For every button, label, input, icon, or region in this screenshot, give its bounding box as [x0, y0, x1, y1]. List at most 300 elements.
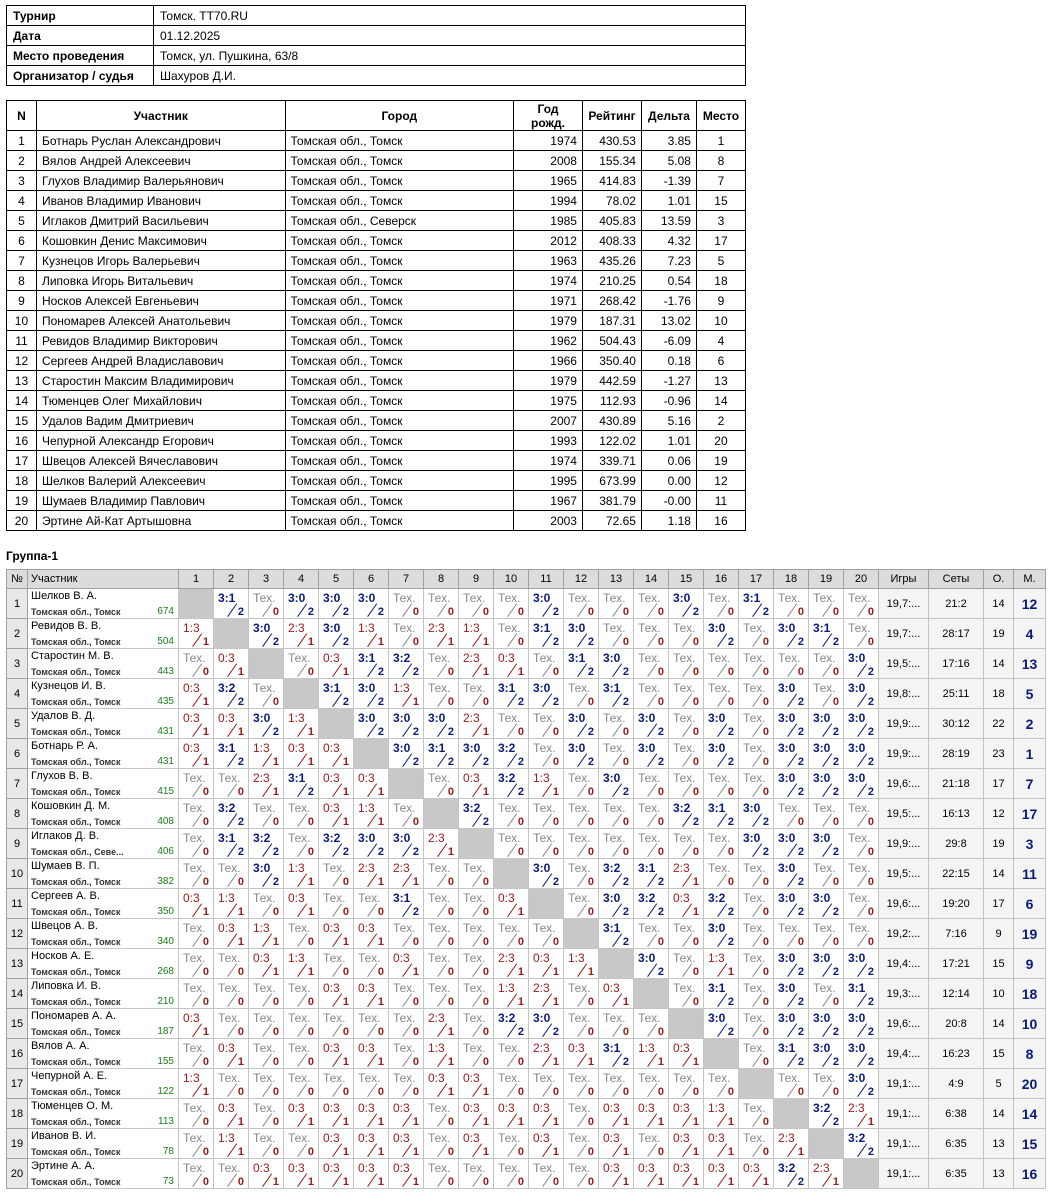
match-result-cell[interactable] — [809, 1039, 844, 1069]
match-result-cell[interactable] — [529, 979, 564, 1009]
match-result-cell[interactable] — [844, 1129, 879, 1159]
match-result-cell[interactable] — [389, 979, 424, 1009]
match-result-cell[interactable] — [319, 1009, 354, 1039]
match-result-cell[interactable] — [599, 1009, 634, 1039]
match-result-cell[interactable] — [424, 679, 459, 709]
match-result-cell[interactable] — [634, 1069, 669, 1099]
player-cell[interactable] — [28, 1099, 179, 1129]
match-result-cell[interactable] — [774, 739, 809, 769]
match-result-cell[interactable] — [634, 889, 669, 919]
match-result-cell[interactable] — [389, 589, 424, 619]
match-result-cell[interactable] — [634, 739, 669, 769]
match-result-cell[interactable] — [844, 769, 879, 799]
match-result-cell[interactable] — [179, 619, 214, 649]
match-result-cell[interactable] — [249, 889, 284, 919]
match-result-cell[interactable] — [599, 739, 634, 769]
match-result-cell[interactable] — [634, 589, 669, 619]
match-result-cell[interactable] — [494, 949, 529, 979]
match-result-cell[interactable] — [739, 1159, 774, 1189]
match-result-cell[interactable] — [704, 769, 739, 799]
match-result-cell[interactable] — [739, 1009, 774, 1039]
match-result-cell[interactable] — [774, 679, 809, 709]
match-result-cell[interactable] — [599, 709, 634, 739]
match-result-cell[interactable] — [599, 979, 634, 1009]
match-result-cell[interactable] — [354, 1009, 389, 1039]
match-result-cell[interactable] — [319, 1099, 354, 1129]
match-result-cell[interactable] — [249, 1099, 284, 1129]
match-result-cell[interactable] — [319, 1129, 354, 1159]
match-result-cell[interactable] — [704, 1099, 739, 1129]
match-result-cell[interactable] — [214, 769, 249, 799]
match-result-cell[interactable] — [739, 739, 774, 769]
match-result-cell[interactable] — [214, 1039, 249, 1069]
match-result-cell[interactable] — [284, 1099, 319, 1129]
match-result-cell[interactable] — [529, 829, 564, 859]
match-result-cell[interactable] — [179, 889, 214, 919]
match-result-cell[interactable] — [599, 1099, 634, 1129]
match-result-cell[interactable] — [844, 1039, 879, 1069]
match-result-cell[interactable] — [179, 919, 214, 949]
player-cell[interactable] — [28, 649, 179, 679]
match-result-cell[interactable] — [739, 679, 774, 709]
match-result-cell[interactable] — [669, 829, 704, 859]
match-result-cell[interactable] — [529, 949, 564, 979]
match-result-cell[interactable] — [424, 1009, 459, 1039]
match-result-cell[interactable] — [774, 949, 809, 979]
match-result-cell[interactable] — [389, 1039, 424, 1069]
match-result-cell[interactable] — [599, 1039, 634, 1069]
match-result-cell[interactable] — [179, 979, 214, 1009]
match-result-cell[interactable] — [319, 589, 354, 619]
match-result-cell[interactable] — [354, 619, 389, 649]
match-result-cell[interactable] — [459, 889, 494, 919]
match-result-cell[interactable] — [424, 949, 459, 979]
match-result-cell[interactable] — [774, 1069, 809, 1099]
match-result-cell[interactable] — [599, 889, 634, 919]
match-result-cell[interactable] — [634, 619, 669, 649]
match-result-cell[interactable] — [459, 949, 494, 979]
match-result-cell[interactable] — [634, 949, 669, 979]
match-result-cell[interactable] — [179, 649, 214, 679]
match-result-cell[interactable] — [774, 589, 809, 619]
match-result-cell[interactable] — [704, 589, 739, 619]
match-result-cell[interactable] — [564, 709, 599, 739]
match-result-cell[interactable] — [529, 769, 564, 799]
match-result-cell[interactable] — [179, 799, 214, 829]
match-result-cell[interactable] — [529, 709, 564, 739]
player-cell[interactable] — [28, 1069, 179, 1099]
match-result-cell[interactable] — [179, 859, 214, 889]
match-result-cell[interactable] — [249, 1159, 284, 1189]
match-result-cell[interactable] — [389, 949, 424, 979]
match-result-cell[interactable] — [284, 799, 319, 829]
match-result-cell[interactable] — [529, 649, 564, 679]
match-result-cell[interactable] — [739, 769, 774, 799]
match-result-cell[interactable] — [704, 799, 739, 829]
match-result-cell[interactable] — [669, 739, 704, 769]
match-result-cell[interactable] — [669, 979, 704, 1009]
match-result-cell[interactable] — [704, 679, 739, 709]
match-result-cell[interactable] — [354, 889, 389, 919]
match-result-cell[interactable] — [179, 1099, 214, 1129]
match-result-cell[interactable] — [494, 589, 529, 619]
match-result-cell[interactable] — [459, 919, 494, 949]
match-result-cell[interactable] — [459, 649, 494, 679]
match-result-cell[interactable] — [354, 1099, 389, 1129]
match-result-cell[interactable] — [494, 1159, 529, 1189]
match-result-cell[interactable] — [354, 679, 389, 709]
match-result-cell[interactable] — [424, 1159, 459, 1189]
match-result-cell[interactable] — [809, 829, 844, 859]
match-result-cell[interactable] — [389, 709, 424, 739]
match-result-cell[interactable] — [494, 739, 529, 769]
match-result-cell[interactable] — [844, 589, 879, 619]
match-result-cell[interactable] — [739, 979, 774, 1009]
match-result-cell[interactable] — [389, 889, 424, 919]
match-result-cell[interactable] — [389, 1129, 424, 1159]
match-result-cell[interactable] — [249, 979, 284, 1009]
match-result-cell[interactable] — [634, 799, 669, 829]
match-result-cell[interactable] — [249, 679, 284, 709]
match-result-cell[interactable] — [459, 589, 494, 619]
match-result-cell[interactable] — [669, 949, 704, 979]
match-result-cell[interactable] — [809, 1009, 844, 1039]
player-cell[interactable] — [28, 859, 179, 889]
match-result-cell[interactable] — [354, 589, 389, 619]
match-result-cell[interactable] — [459, 859, 494, 889]
match-result-cell[interactable] — [319, 619, 354, 649]
match-result-cell[interactable] — [669, 649, 704, 679]
match-result-cell[interactable] — [844, 949, 879, 979]
match-result-cell[interactable] — [354, 1129, 389, 1159]
match-result-cell[interactable] — [249, 709, 284, 739]
match-result-cell[interactable] — [669, 679, 704, 709]
match-result-cell[interactable] — [424, 589, 459, 619]
match-result-cell[interactable] — [529, 1159, 564, 1189]
match-result-cell[interactable] — [494, 1069, 529, 1099]
match-result-cell[interactable] — [284, 589, 319, 619]
match-result-cell[interactable] — [459, 1009, 494, 1039]
match-result-cell[interactable] — [494, 1009, 529, 1039]
match-result-cell[interactable] — [459, 679, 494, 709]
match-result-cell[interactable] — [704, 1009, 739, 1039]
match-result-cell[interactable] — [319, 1039, 354, 1069]
match-result-cell[interactable] — [809, 739, 844, 769]
match-result-cell[interactable] — [459, 799, 494, 829]
match-result-cell[interactable] — [494, 919, 529, 949]
player-cell[interactable] — [28, 679, 179, 709]
match-result-cell[interactable] — [284, 709, 319, 739]
match-result-cell[interactable] — [529, 799, 564, 829]
match-result-cell[interactable] — [459, 739, 494, 769]
match-result-cell[interactable] — [564, 979, 599, 1009]
match-result-cell[interactable] — [284, 1129, 319, 1159]
match-result-cell[interactable] — [459, 619, 494, 649]
match-result-cell[interactable] — [739, 619, 774, 649]
match-result-cell[interactable] — [704, 619, 739, 649]
match-result-cell[interactable] — [214, 1099, 249, 1129]
match-result-cell[interactable] — [284, 769, 319, 799]
match-result-cell[interactable] — [354, 799, 389, 829]
match-result-cell[interactable] — [564, 1039, 599, 1069]
match-result-cell[interactable] — [774, 889, 809, 919]
match-result-cell[interactable] — [459, 1039, 494, 1069]
player-cell[interactable] — [28, 1039, 179, 1069]
match-result-cell[interactable] — [249, 829, 284, 859]
match-result-cell[interactable] — [284, 919, 319, 949]
match-result-cell[interactable] — [249, 1009, 284, 1039]
match-result-cell[interactable] — [354, 919, 389, 949]
player-cell[interactable] — [28, 769, 179, 799]
match-result-cell[interactable] — [389, 1159, 424, 1189]
match-result-cell[interactable] — [214, 919, 249, 949]
match-result-cell[interactable] — [424, 1039, 459, 1069]
match-result-cell[interactable] — [249, 1069, 284, 1099]
player-cell[interactable] — [28, 619, 179, 649]
match-result-cell[interactable] — [249, 589, 284, 619]
match-result-cell[interactable] — [389, 859, 424, 889]
match-result-cell[interactable] — [459, 1099, 494, 1129]
match-result-cell[interactable] — [389, 739, 424, 769]
match-result-cell[interactable] — [459, 769, 494, 799]
match-result-cell[interactable] — [669, 1069, 704, 1099]
match-result-cell[interactable] — [529, 1009, 564, 1039]
match-result-cell[interactable] — [634, 679, 669, 709]
match-result-cell[interactable] — [809, 889, 844, 919]
match-result-cell[interactable] — [424, 1129, 459, 1159]
match-result-cell[interactable] — [774, 1009, 809, 1039]
match-result-cell[interactable] — [529, 619, 564, 649]
match-result-cell[interactable] — [284, 949, 319, 979]
player-cell[interactable] — [28, 589, 179, 619]
match-result-cell[interactable] — [354, 979, 389, 1009]
player-cell[interactable] — [28, 949, 179, 979]
match-result-cell[interactable] — [214, 739, 249, 769]
match-result-cell[interactable] — [704, 709, 739, 739]
match-result-cell[interactable] — [354, 1159, 389, 1189]
match-result-cell[interactable] — [284, 619, 319, 649]
match-result-cell[interactable] — [179, 739, 214, 769]
match-result-cell[interactable] — [249, 739, 284, 769]
match-result-cell[interactable] — [564, 619, 599, 649]
match-result-cell[interactable] — [634, 919, 669, 949]
match-result-cell[interactable] — [494, 769, 529, 799]
match-result-cell[interactable] — [599, 619, 634, 649]
match-result-cell[interactable] — [284, 649, 319, 679]
match-result-cell[interactable] — [529, 1069, 564, 1099]
match-result-cell[interactable] — [179, 709, 214, 739]
match-result-cell[interactable] — [669, 889, 704, 919]
match-result-cell[interactable] — [844, 919, 879, 949]
match-result-cell[interactable] — [214, 1129, 249, 1159]
match-result-cell[interactable] — [844, 829, 879, 859]
match-result-cell[interactable] — [844, 619, 879, 649]
match-result-cell[interactable] — [844, 679, 879, 709]
match-result-cell[interactable] — [319, 739, 354, 769]
match-result-cell[interactable] — [319, 829, 354, 859]
match-result-cell[interactable] — [599, 829, 634, 859]
match-result-cell[interactable] — [844, 709, 879, 739]
match-result-cell[interactable] — [844, 889, 879, 919]
match-result-cell[interactable] — [179, 1069, 214, 1099]
match-result-cell[interactable] — [214, 859, 249, 889]
match-result-cell[interactable] — [424, 1099, 459, 1129]
match-result-cell[interactable] — [424, 619, 459, 649]
match-result-cell[interactable] — [669, 919, 704, 949]
match-result-cell[interactable] — [564, 859, 599, 889]
match-result-cell[interactable] — [319, 949, 354, 979]
match-result-cell[interactable] — [494, 679, 529, 709]
match-result-cell[interactable] — [739, 949, 774, 979]
match-result-cell[interactable] — [564, 649, 599, 679]
match-result-cell[interactable] — [494, 649, 529, 679]
match-result-cell[interactable] — [249, 619, 284, 649]
match-result-cell[interactable] — [809, 1069, 844, 1099]
match-result-cell[interactable] — [354, 649, 389, 679]
match-result-cell[interactable] — [249, 1039, 284, 1069]
match-result-cell[interactable] — [179, 949, 214, 979]
match-result-cell[interactable] — [704, 949, 739, 979]
match-result-cell[interactable] — [669, 619, 704, 649]
match-result-cell[interactable] — [564, 1009, 599, 1039]
match-result-cell[interactable] — [774, 829, 809, 859]
match-result-cell[interactable] — [739, 829, 774, 859]
match-result-cell[interactable] — [564, 799, 599, 829]
match-result-cell[interactable] — [529, 919, 564, 949]
match-result-cell[interactable] — [249, 799, 284, 829]
match-result-cell[interactable] — [424, 769, 459, 799]
match-result-cell[interactable] — [319, 1159, 354, 1189]
match-result-cell[interactable] — [809, 859, 844, 889]
match-result-cell[interactable] — [774, 1039, 809, 1069]
match-result-cell[interactable] — [424, 739, 459, 769]
match-result-cell[interactable] — [459, 979, 494, 1009]
match-result-cell[interactable] — [634, 1009, 669, 1039]
player-cell[interactable] — [28, 829, 179, 859]
match-result-cell[interactable] — [564, 589, 599, 619]
match-result-cell[interactable] — [774, 649, 809, 679]
match-result-cell[interactable] — [599, 1069, 634, 1099]
match-result-cell[interactable] — [284, 1009, 319, 1039]
match-result-cell[interactable] — [634, 649, 669, 679]
match-result-cell[interactable] — [739, 649, 774, 679]
match-result-cell[interactable] — [284, 1159, 319, 1189]
match-result-cell[interactable] — [494, 889, 529, 919]
match-result-cell[interactable] — [634, 829, 669, 859]
match-result-cell[interactable] — [809, 919, 844, 949]
match-result-cell[interactable] — [704, 1069, 739, 1099]
match-result-cell[interactable] — [599, 1129, 634, 1159]
match-result-cell[interactable] — [844, 859, 879, 889]
player-cell[interactable] — [28, 1009, 179, 1039]
match-result-cell[interactable] — [214, 979, 249, 1009]
match-result-cell[interactable] — [774, 1159, 809, 1189]
match-result-cell[interactable] — [634, 859, 669, 889]
match-result-cell[interactable] — [494, 619, 529, 649]
match-result-cell[interactable] — [319, 769, 354, 799]
match-result-cell[interactable] — [844, 1069, 879, 1099]
match-result-cell[interactable] — [529, 1129, 564, 1159]
match-result-cell[interactable] — [249, 769, 284, 799]
match-result-cell[interactable] — [704, 739, 739, 769]
match-result-cell[interactable] — [319, 1069, 354, 1099]
match-result-cell[interactable] — [564, 1129, 599, 1159]
match-result-cell[interactable] — [669, 589, 704, 619]
match-result-cell[interactable] — [564, 829, 599, 859]
match-result-cell[interactable] — [809, 589, 844, 619]
match-result-cell[interactable] — [319, 799, 354, 829]
match-result-cell[interactable] — [529, 589, 564, 619]
match-result-cell[interactable] — [354, 859, 389, 889]
match-result-cell[interactable] — [599, 1159, 634, 1189]
match-result-cell[interactable] — [179, 1159, 214, 1189]
match-result-cell[interactable] — [284, 859, 319, 889]
match-result-cell[interactable] — [564, 739, 599, 769]
match-result-cell[interactable] — [494, 799, 529, 829]
match-result-cell[interactable] — [284, 1039, 319, 1069]
match-result-cell[interactable] — [179, 1129, 214, 1159]
match-result-cell[interactable] — [389, 919, 424, 949]
match-result-cell[interactable] — [634, 1159, 669, 1189]
match-result-cell[interactable] — [319, 649, 354, 679]
match-result-cell[interactable] — [809, 979, 844, 1009]
match-result-cell[interactable] — [389, 799, 424, 829]
match-result-cell[interactable] — [284, 979, 319, 1009]
match-result-cell[interactable] — [669, 769, 704, 799]
match-result-cell[interactable] — [354, 709, 389, 739]
match-result-cell[interactable] — [249, 949, 284, 979]
match-result-cell[interactable] — [669, 1039, 704, 1069]
match-result-cell[interactable] — [459, 709, 494, 739]
match-result-cell[interactable] — [319, 979, 354, 1009]
match-result-cell[interactable] — [459, 1129, 494, 1159]
match-result-cell[interactable] — [424, 709, 459, 739]
match-result-cell[interactable] — [704, 889, 739, 919]
player-cell[interactable] — [28, 889, 179, 919]
match-result-cell[interactable] — [844, 1009, 879, 1039]
match-result-cell[interactable] — [704, 859, 739, 889]
match-result-cell[interactable] — [529, 1099, 564, 1129]
match-result-cell[interactable] — [319, 679, 354, 709]
match-result-cell[interactable] — [669, 1129, 704, 1159]
match-result-cell[interactable] — [529, 679, 564, 709]
match-result-cell[interactable] — [179, 1039, 214, 1069]
match-result-cell[interactable] — [809, 1099, 844, 1129]
match-result-cell[interactable] — [284, 1069, 319, 1099]
match-result-cell[interactable] — [389, 1099, 424, 1129]
match-result-cell[interactable] — [459, 1069, 494, 1099]
match-result-cell[interactable] — [634, 769, 669, 799]
match-result-cell[interactable] — [389, 1009, 424, 1039]
match-result-cell[interactable] — [774, 859, 809, 889]
match-result-cell[interactable] — [564, 769, 599, 799]
match-result-cell[interactable] — [284, 889, 319, 919]
match-result-cell[interactable] — [424, 1069, 459, 1099]
match-result-cell[interactable] — [424, 889, 459, 919]
match-result-cell[interactable] — [669, 859, 704, 889]
match-result-cell[interactable] — [809, 1159, 844, 1189]
match-result-cell[interactable] — [599, 799, 634, 829]
match-result-cell[interactable] — [704, 649, 739, 679]
match-result-cell[interactable] — [774, 799, 809, 829]
match-result-cell[interactable] — [354, 829, 389, 859]
match-result-cell[interactable] — [424, 979, 459, 1009]
match-result-cell[interactable] — [214, 649, 249, 679]
match-result-cell[interactable] — [599, 859, 634, 889]
match-result-cell[interactable] — [669, 1099, 704, 1129]
match-result-cell[interactable] — [739, 1129, 774, 1159]
match-result-cell[interactable] — [249, 919, 284, 949]
